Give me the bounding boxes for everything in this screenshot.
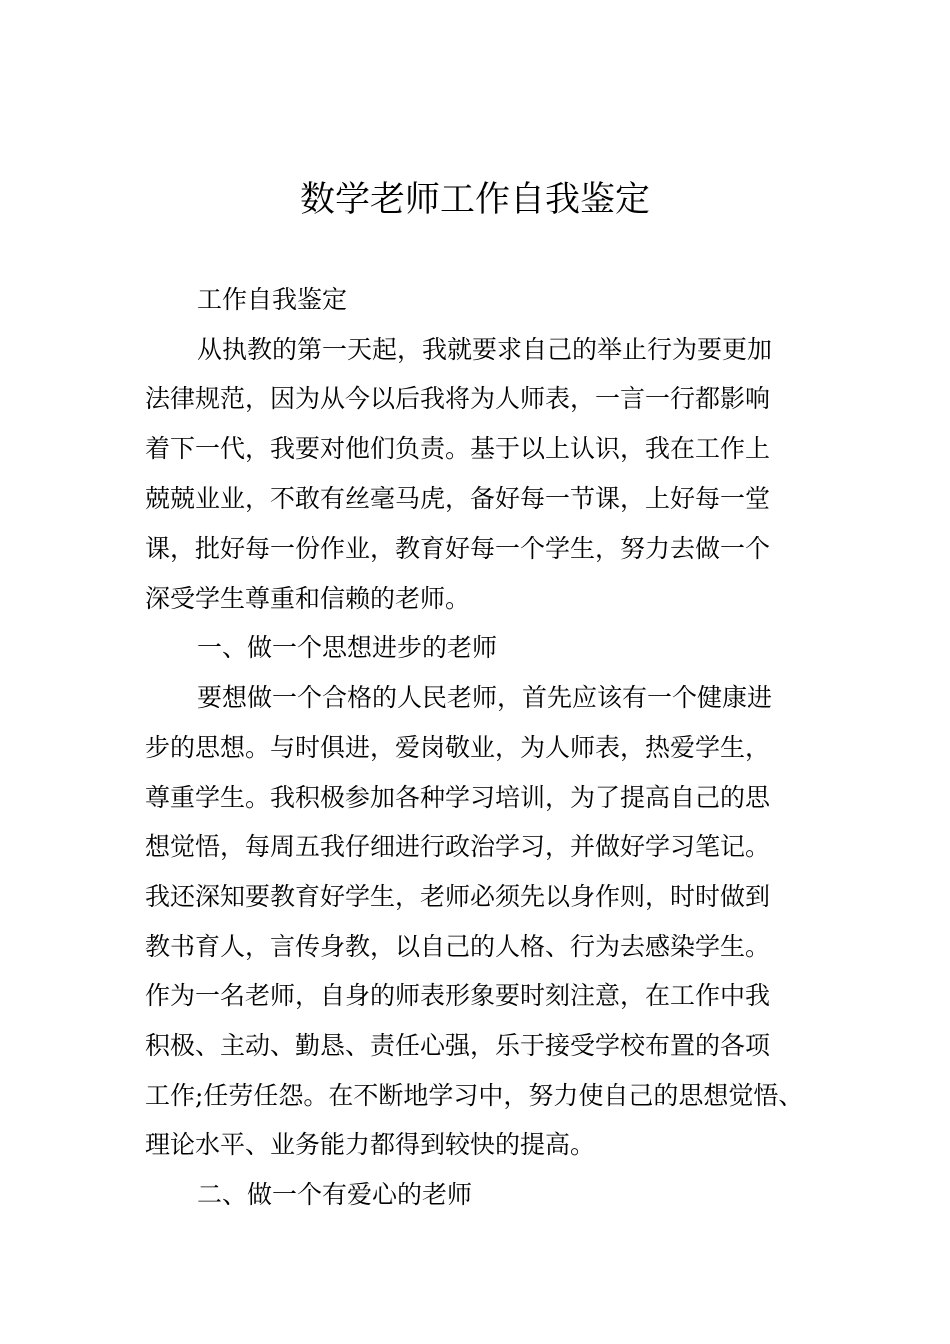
paragraph-line: 从执教的第一天起，我就要求自己的举止行为要更加 [197, 335, 773, 364]
paragraph-line: 想觉悟，每周五我仔细进行政治学习，并做好学习笔记。 [145, 832, 771, 861]
section-heading: 工作自我鉴定 [197, 285, 348, 314]
paragraph-line: 深受学生尊重和信赖的老师。 [145, 584, 471, 613]
paragraph-line: 理论水平、业务能力都得到较快的提高。 [145, 1130, 596, 1159]
paragraph-line: 法律规范，因为从今以后我将为人师表，一言一行都影响 [145, 384, 771, 413]
paragraph-line: 工作;任劳任怨。在不断地学习中，努力使自己的思想觉悟、 [145, 1081, 804, 1110]
paragraph-line: 步的思想。与时俱进，爱岗敬业，为人师表，热爱学生， [145, 733, 771, 762]
paragraph-line: 着下一代，我要对他们负责。基于以上认识，我在工作上 [145, 434, 771, 463]
paragraph-line: 作为一名老师，自身的师表形象要时刻注意，在工作中我 [145, 981, 771, 1010]
section-heading: 一、做一个思想进步的老师 [197, 633, 498, 662]
paragraph-line: 教书育人，言传身教，以自己的人格、行为去感染学生。 [145, 932, 771, 961]
paragraph-line: 课，批好每一份作业，教育好每一个学生，努力去做一个 [145, 534, 771, 563]
document-title: 数学老师工作自我鉴定 [299, 180, 650, 220]
paragraph-line: 要想做一个合格的人民老师，首先应该有一个健康进 [197, 683, 773, 712]
paragraph-line: 积极、主动、勤恳、责任心强，乐于接受学校布置的各项 [145, 1031, 771, 1060]
paragraph-line: 尊重学生。我积极参加各种学习培训，为了提高自己的思 [145, 783, 771, 812]
paragraph-line: 我还深知要教育好学生，老师必须先以身作则，时时做到 [145, 882, 771, 911]
section-heading: 二、做一个有爱心的老师 [197, 1180, 473, 1209]
paragraph-line: 兢兢业业，不敢有丝毫马虎，备好每一节课，上好每一堂 [145, 484, 771, 513]
